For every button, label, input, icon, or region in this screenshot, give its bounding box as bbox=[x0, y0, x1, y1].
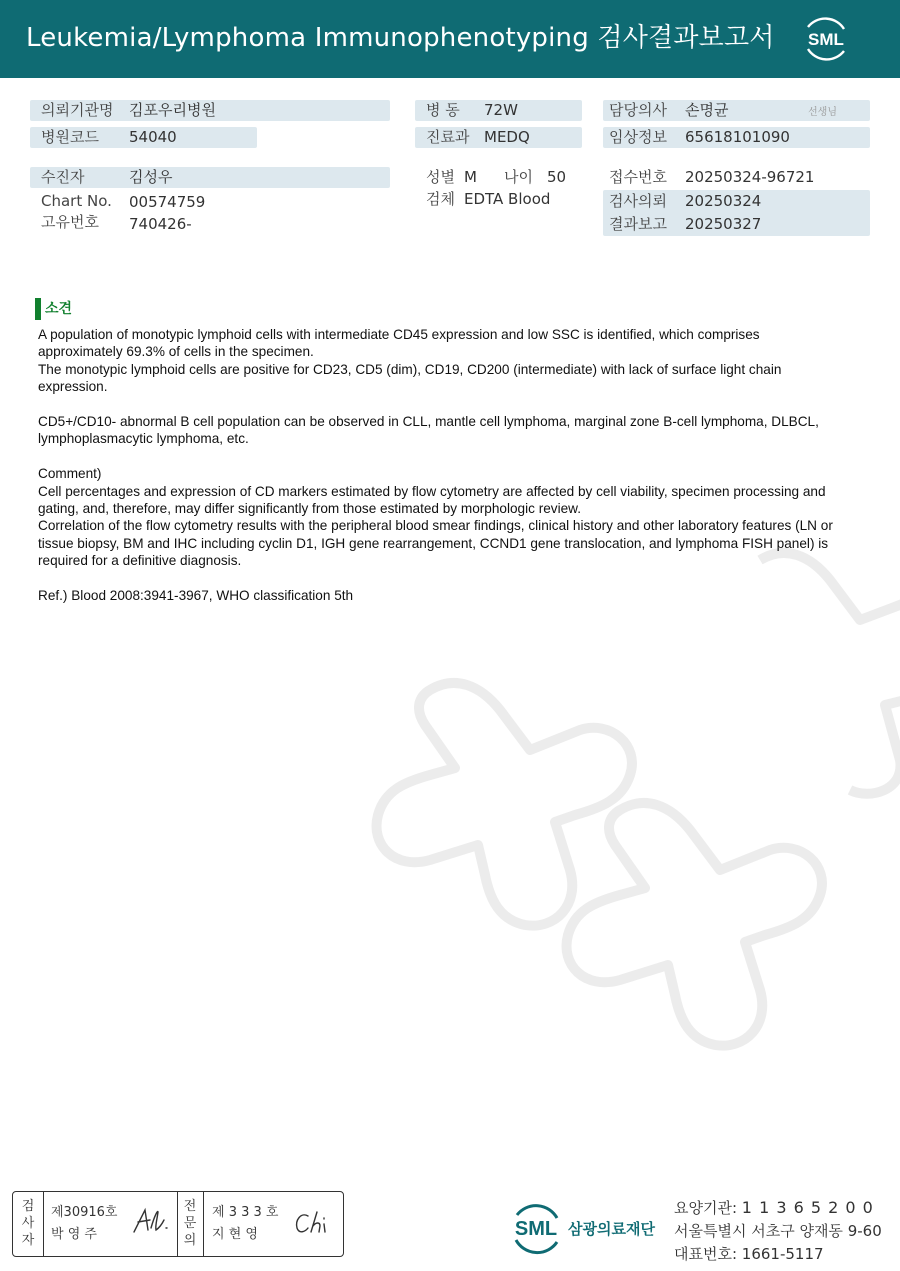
sml-logo bbox=[800, 13, 852, 65]
institution-code-value: 1 1 3 6 5 2 0 0 bbox=[741, 1198, 874, 1217]
specimen-label: 검체 bbox=[426, 190, 455, 208]
sex-label: 성별 bbox=[426, 168, 455, 186]
finding-line: Ref.) Blood 2008:3941-3967, WHO classification 5th bbox=[38, 588, 354, 604]
dept-value: MEDQ bbox=[484, 128, 530, 146]
finding-line: CD5+/CD10- abnormal B cell population can be observed in CLL, mantle cell lymphoma, marginal zone B-cell lymphoma, DLBCL, lymphoplasmacytic lymphoma, etc. bbox=[38, 414, 819, 447]
sex-value: M bbox=[464, 168, 477, 186]
receipt-value: 20250324-96721 bbox=[685, 168, 815, 186]
finding-line: Correlation of the flow cytometry results with the peripheral blood smear findings, clinical history and other laboratory features (LN or tissue biopsy, BM and IHC including cyclin D1, IGH gene rearrangement, CCND1 gene translocation, and lymphoma FISH panel) is required for a definitive diagnosis. bbox=[38, 518, 833, 569]
age-label: 나이 bbox=[504, 168, 533, 186]
specialist-name: 지 현 영 bbox=[212, 1227, 258, 1242]
request-value: 20250324 bbox=[685, 192, 762, 210]
foundation-name: 삼광의료재단 bbox=[568, 1220, 655, 1238]
examiner-label-text: 검사자 bbox=[21, 1199, 35, 1248]
specialist-signature bbox=[293, 1208, 337, 1238]
patient-label: 수진자 bbox=[41, 168, 85, 186]
sml-footer-logo bbox=[509, 1199, 564, 1257]
doctor-label: 담당의사 bbox=[609, 101, 667, 119]
finding-line: A population of monotypic lymphoid cells with intermediate CD45 expression and low SSC is identified, which comprises approximately 69.3% of cells in the specimen. bbox=[38, 327, 760, 360]
clinical-label: 임상정보 bbox=[609, 128, 667, 146]
receipt-label: 접수번호 bbox=[609, 168, 667, 186]
institution-label: 의뢰기관명 bbox=[41, 101, 114, 119]
hospital-code-label: 병원코드 bbox=[41, 128, 99, 146]
watermark-cross bbox=[377, 683, 632, 926]
phone-line bbox=[674, 1243, 824, 1265]
clinical-value: 65618101090 bbox=[685, 128, 790, 146]
chart-no-value: 00574759 bbox=[129, 193, 206, 211]
request-label: 검사의뢰 bbox=[609, 192, 667, 210]
findings-title: 소견 bbox=[45, 301, 73, 317]
institution-value: 김포우리병원 bbox=[129, 101, 216, 119]
ward-value: 72W bbox=[484, 101, 518, 119]
finding-line: Cell percentages and expression of CD markers estimated by flow cytometry are affected by cell viability, specimen processing and gating, and, therefore, may differ significantly from those estimated by morphologic review. bbox=[38, 483, 826, 517]
unique-no-label: 고유번호 bbox=[41, 213, 99, 231]
examiner-label bbox=[15, 1198, 41, 1249]
report-header bbox=[0, 0, 900, 78]
doctor-suffix: 선생님 bbox=[808, 107, 837, 118]
signature-box bbox=[12, 1191, 344, 1257]
hospital-code-value: 54040 bbox=[129, 128, 177, 146]
unique-no-value: 740426- bbox=[129, 215, 192, 233]
age-value: 50 bbox=[547, 168, 567, 186]
chart-no-label: Chart No. bbox=[41, 192, 112, 210]
phone-value: 1661-5117 bbox=[741, 1245, 824, 1263]
institution-code-label: 요양기관: bbox=[674, 1199, 742, 1217]
report-label: 결과보고 bbox=[609, 215, 667, 233]
section-marker bbox=[35, 298, 41, 320]
watermark-cross bbox=[567, 803, 822, 1046]
examiner-signature bbox=[131, 1206, 175, 1236]
finding-line: The monotypic lymphoid cells are positive for CD23, CD5 (dim), CD19, CD200 (intermediate) with lack of surface light chain expression. bbox=[38, 361, 782, 395]
doctor-value: 손명균 bbox=[685, 101, 729, 119]
specialist-label bbox=[177, 1198, 203, 1249]
ward-label: 병 동 bbox=[426, 101, 460, 119]
institution-code-line bbox=[674, 1197, 874, 1219]
specialist-no: 제 3 3 3 호 bbox=[212, 1205, 279, 1220]
patient-value: 김성우 bbox=[129, 168, 173, 186]
sml-footer-logo-text: SML bbox=[514, 1218, 558, 1240]
footer-address: 서울특별시 서초구 양재동 9-60 bbox=[674, 1222, 882, 1240]
report-value: 20250327 bbox=[685, 215, 762, 233]
specimen-value: EDTA Blood bbox=[464, 190, 551, 208]
report-title: Leukemia/Lymphoma Immunophenotyping 검사결과보고서 bbox=[26, 23, 775, 53]
examiner-no: 제30916호 bbox=[51, 1205, 118, 1220]
sml-logo-text: SML bbox=[808, 30, 844, 49]
phone-label: 대표번호: bbox=[674, 1245, 742, 1263]
dept-label: 진료과 bbox=[426, 128, 470, 146]
finding-line: Comment) bbox=[38, 466, 102, 482]
examiner-name: 박 영 주 bbox=[51, 1227, 97, 1242]
findings-body bbox=[38, 326, 838, 604]
specialist-label-text: 전문의 bbox=[183, 1199, 197, 1248]
